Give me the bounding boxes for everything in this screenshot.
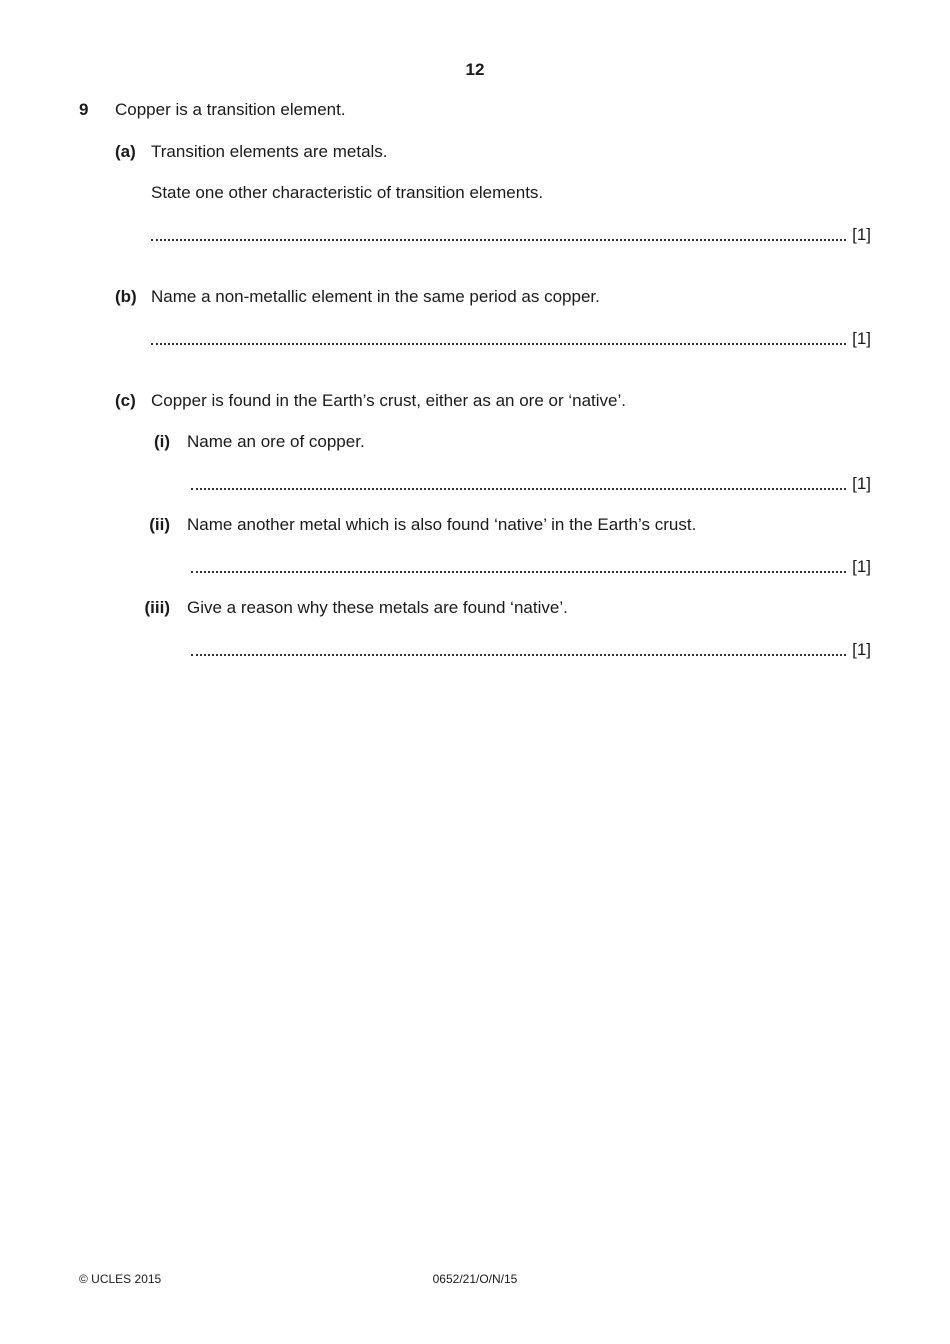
sub-ii-label: (ii) (149, 515, 170, 534)
sub-ii-text: Name another metal which is also found ‘native’ in the Earth’s crust. (187, 515, 697, 534)
mark-c-i: [1] (852, 474, 871, 493)
question-stem: Copper is a transition element. (115, 100, 346, 119)
part-a-text: Transition elements are metals. (151, 142, 388, 161)
part-b-text: Name a non-metallic element in the same period as copper. (151, 287, 600, 306)
answer-line-b[interactable] (151, 329, 871, 349)
answer-line-c-ii[interactable] (191, 557, 871, 577)
answer-dots[interactable] (191, 654, 846, 656)
mark-a: [1] (852, 225, 871, 244)
answer-dots[interactable] (151, 343, 846, 345)
answer-dots[interactable] (191, 488, 846, 490)
mark-b: [1] (852, 329, 871, 348)
answer-line-c-i[interactable] (191, 474, 871, 494)
part-c-label: (c) (115, 391, 136, 410)
part-a-label: (a) (115, 142, 136, 161)
sub-iii-text: Give a reason why these metals are found ‘native’. (187, 598, 568, 617)
answer-dots[interactable] (191, 571, 846, 573)
mark-c-ii: [1] (852, 557, 871, 576)
mark-c-iii: [1] (852, 640, 871, 659)
part-a-instruction: State one other characteristic of transition elements. (151, 183, 544, 202)
question-number: 9 (79, 100, 89, 119)
answer-dots[interactable] (151, 239, 846, 241)
footer-copyright: © UCLES 2015 (79, 1272, 162, 1286)
part-b-label: (b) (115, 287, 137, 306)
answer-line-c-iii[interactable] (191, 640, 871, 660)
sub-i-label: (i) (153, 432, 170, 451)
answer-line-a[interactable] (151, 225, 871, 245)
sub-i-text: Name an ore of copper. (187, 432, 365, 451)
sub-iii-label: (iii) (144, 598, 170, 617)
page-number: 12 (465, 60, 485, 79)
footer-code: 0652/21/O/N/15 (432, 1272, 518, 1286)
part-c-text: Copper is found in the Earth’s crust, either as an ore or ‘native’. (151, 391, 626, 410)
